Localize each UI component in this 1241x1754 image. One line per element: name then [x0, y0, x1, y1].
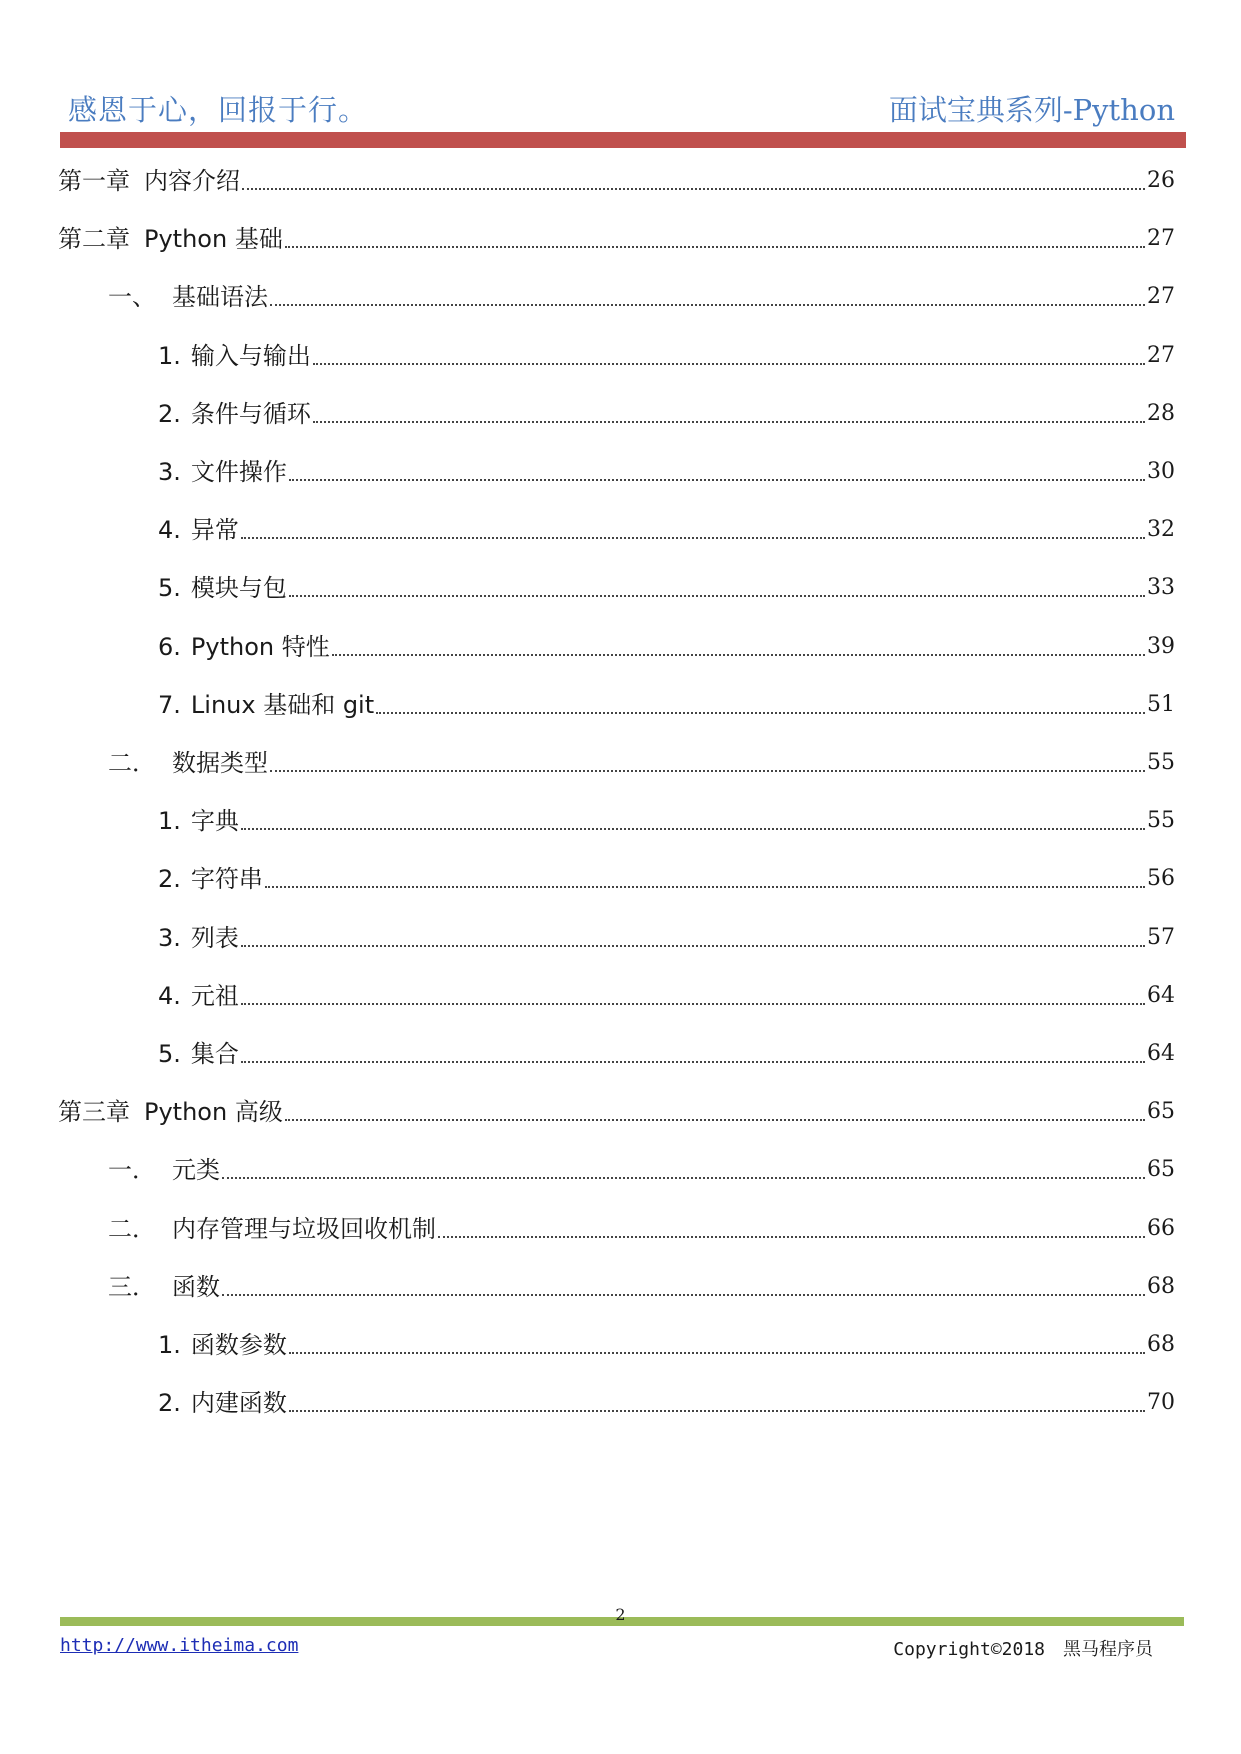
toc-entry-label: Python 特性	[190, 632, 330, 661]
toc-entry[interactable]	[108, 272, 1175, 312]
toc-entry-page: 51	[1147, 691, 1175, 717]
toc-leader-dots	[289, 1352, 1145, 1354]
toc-entry-page: 55	[1147, 750, 1175, 775]
toc-entry-label: 元类	[172, 1156, 220, 1185]
toc-entry-number: 4.	[158, 516, 181, 545]
toc-entry-number: 一．	[108, 1156, 156, 1185]
toc-entry-number: 3.	[158, 458, 181, 486]
toc-entry-page: 65	[1147, 1099, 1175, 1125]
toc-entry[interactable]	[158, 563, 1175, 603]
toc-entry-page: 64	[1147, 1041, 1175, 1066]
header-motto: 感恩于心，回报于行。	[68, 93, 369, 127]
toc-entry-page: 70	[1147, 1390, 1175, 1416]
toc-entry-label: 字典	[190, 807, 239, 836]
toc-entry-number: 5.	[158, 574, 181, 603]
toc-leader-dots	[289, 479, 1145, 481]
toc-entry-number: 1.	[158, 1331, 181, 1359]
toc-entry-label: Python 基础	[144, 225, 283, 254]
toc-leader-dots	[270, 770, 1145, 772]
toc-entry-label: 字符串	[190, 865, 263, 894]
toc-leader-dots	[285, 246, 1145, 248]
toc-entry-label: 输入与输出	[190, 341, 311, 370]
toc-entry-number: 1.	[158, 341, 181, 370]
page-number: 2	[615, 1605, 626, 1624]
header-divider	[60, 132, 1186, 148]
toc-entry-label: 列表	[190, 923, 239, 952]
toc-entry[interactable]	[58, 156, 1175, 196]
toc-entry-number: 2.	[158, 399, 181, 428]
toc-leader-dots	[285, 1119, 1145, 1121]
toc-entry[interactable]	[158, 680, 1175, 720]
toc-entry[interactable]	[158, 913, 1175, 953]
toc-entry-label: 内容介绍	[144, 167, 240, 195]
toc-entry-label: 集合	[190, 1040, 239, 1068]
toc-leader-dots	[242, 188, 1145, 190]
toc-leader-dots	[241, 537, 1145, 539]
toc-leader-dots	[241, 945, 1145, 947]
toc-entry[interactable]	[108, 738, 1175, 778]
toc-entry[interactable]	[158, 331, 1175, 371]
toc-leader-dots	[265, 886, 1145, 888]
toc-entry[interactable]	[158, 854, 1175, 894]
copyright-text: Copyright©2018 黑马程序员	[893, 1639, 1153, 1660]
toc-entry[interactable]	[158, 447, 1175, 487]
toc-entry-page: 55	[1147, 808, 1175, 834]
toc-entry-page: 65	[1147, 1157, 1175, 1183]
toc-entry-page: 26	[1147, 168, 1175, 193]
toc-entry-page: 39	[1147, 633, 1175, 659]
toc-entry[interactable]	[158, 389, 1175, 429]
toc-entry-number: 第三章	[58, 1098, 130, 1127]
toc-entry-page: 33	[1147, 575, 1175, 601]
toc-leader-dots	[222, 1294, 1145, 1296]
toc-entry-label: 元祖	[190, 981, 239, 1010]
toc-entry-label: 数据类型	[172, 749, 268, 777]
toc-leader-dots	[222, 1177, 1145, 1179]
toc-leader-dots	[332, 654, 1145, 656]
toc-entry-page: 68	[1147, 1273, 1175, 1299]
toc-entry-label: 函数	[172, 1272, 220, 1301]
toc-entry-number: 6.	[158, 632, 181, 661]
toc-entry-page: 30	[1147, 459, 1175, 484]
toc-entry-label: 内存管理与垃圾回收机制	[172, 1214, 436, 1243]
toc-entry-number: 二．	[108, 749, 156, 777]
toc-entry-label: 异常	[190, 516, 239, 545]
toc-entry[interactable]	[158, 796, 1175, 836]
toc-entry-number: 2.	[158, 1389, 181, 1418]
toc-leader-dots	[241, 828, 1145, 830]
toc-leader-dots	[270, 304, 1145, 306]
toc-entry-number: 3.	[158, 923, 181, 952]
toc-entry-page: 57	[1147, 924, 1175, 950]
toc-entry[interactable]	[108, 1262, 1175, 1302]
toc-leader-dots	[289, 595, 1145, 597]
toc-entry-page: 28	[1147, 400, 1175, 426]
toc-entry[interactable]	[158, 971, 1175, 1011]
toc-entry-number: 一、	[108, 283, 156, 312]
toc-entry-label: 条件与循环	[190, 399, 311, 428]
toc-entry-page: 32	[1147, 517, 1175, 543]
toc-entry-number: 4.	[158, 981, 181, 1010]
toc-entry-number: 三．	[108, 1272, 156, 1301]
toc-entry-page: 66	[1147, 1215, 1175, 1241]
toc-entry-page: 68	[1147, 1332, 1175, 1357]
toc-entry[interactable]	[158, 1378, 1175, 1418]
header-series-title: 面试宝典系列-Python	[888, 93, 1175, 127]
toc-leader-dots	[313, 421, 1145, 423]
toc-entry-number: 5.	[158, 1040, 181, 1068]
toc-leader-dots	[376, 712, 1145, 714]
toc-entry-page: 64	[1147, 982, 1175, 1008]
toc-entry-page: 56	[1147, 866, 1175, 892]
toc-entry-label: 文件操作	[190, 458, 287, 486]
toc-entry[interactable]	[158, 622, 1175, 662]
toc-entry-label: Linux 基础和 git	[190, 690, 375, 719]
toc-leader-dots	[241, 1003, 1145, 1005]
toc-leader-dots	[313, 363, 1145, 365]
toc-entry-page: 27	[1147, 284, 1175, 310]
toc-leader-dots	[241, 1061, 1145, 1063]
toc-entry-label: 函数参数	[190, 1331, 287, 1359]
toc-entry-number: 第一章	[58, 167, 130, 195]
toc-leader-dots	[289, 1410, 1145, 1412]
toc-entry-page: 27	[1147, 342, 1175, 368]
toc-entry[interactable]	[58, 214, 1175, 254]
toc-entry[interactable]	[108, 1145, 1175, 1185]
toc-entry-number: 二．	[108, 1214, 156, 1243]
toc-entry[interactable]	[158, 1029, 1175, 1069]
toc-entry-number: 1.	[158, 807, 181, 836]
toc-entry-label: 内建函数	[190, 1389, 287, 1418]
toc-entry-label: 模块与包	[190, 574, 287, 603]
toc-entry[interactable]	[58, 1087, 1175, 1127]
website-link[interactable]: http://www.itheima.com	[60, 1635, 299, 1656]
toc-entry-number: 第二章	[58, 225, 130, 254]
toc-entry[interactable]	[158, 505, 1175, 545]
toc-entry[interactable]	[108, 1204, 1175, 1244]
toc-entry-number: 7.	[158, 690, 181, 719]
toc-entry-label: Python 高级	[144, 1098, 283, 1127]
toc-entry[interactable]	[158, 1320, 1175, 1360]
toc-entry-label: 基础语法	[172, 283, 268, 312]
toc-entry-number: 2.	[158, 865, 181, 894]
toc-leader-dots	[438, 1236, 1145, 1238]
toc-entry-page: 27	[1147, 226, 1175, 252]
